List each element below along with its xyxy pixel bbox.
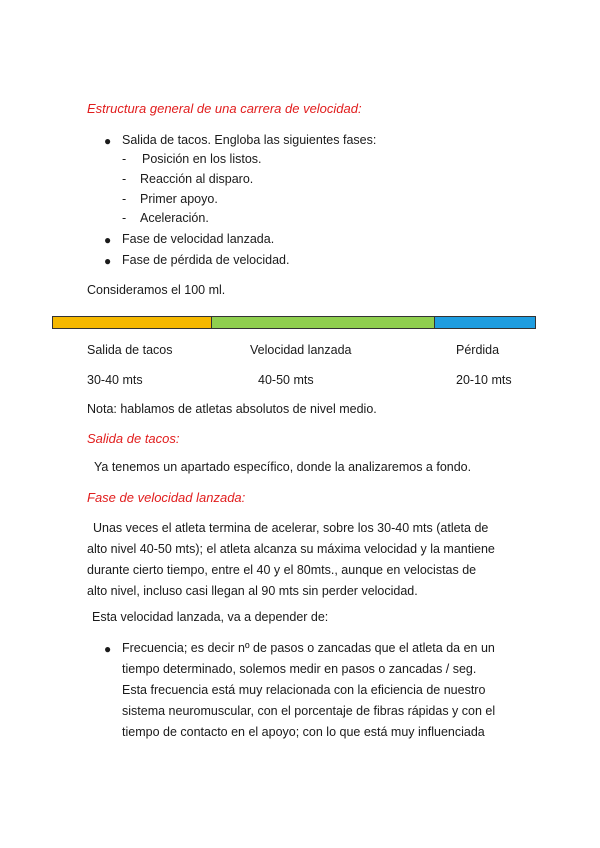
note-text: Nota: hablamos de atletas absolutos de nivel medio. (87, 402, 377, 416)
distance-perdida: 20-10 mts (456, 373, 512, 387)
paragraph-line: alto nivel 40-50 mts); el atleta alcanza su máxima velocidad y la mantiene (87, 542, 495, 556)
race-phase-bar (52, 316, 536, 329)
dash-icon: - (122, 152, 127, 166)
section-title: Estructura general de una carrera de velocidad: (87, 101, 362, 116)
frecuencia-paragraph (122, 638, 522, 743)
bar-segment-lanzada (211, 317, 434, 328)
lanzada-paragraph (87, 518, 527, 602)
dash-icon: - (122, 172, 127, 186)
subphase-item: Reacción al disparo. (140, 172, 254, 186)
consider-text: Consideramos el 100 ml. (87, 283, 226, 297)
paragraph-line: alto nivel, incluso casi llegan al 90 mts sin perder velocidad. (87, 584, 418, 598)
paragraph-line: tiempo determinado, solemos medir en pasos o zancadas / seg. (122, 662, 477, 676)
bullet-icon: ● (104, 254, 112, 268)
dash-icon: - (122, 192, 127, 206)
depends-text: Esta velocidad lanzada, va a depender de: (92, 610, 329, 624)
subphase-item: Posición en los listos. (142, 152, 262, 166)
dash-icon: - (122, 211, 127, 225)
salida-heading: Salida de tacos: (87, 431, 180, 446)
bar-segment-perdida (434, 317, 535, 328)
phase-item-perdida: Fase de pérdida de velocidad. (122, 253, 290, 267)
bar-segment-salida (53, 317, 211, 328)
bar-label-salida: Salida de tacos (87, 343, 173, 357)
paragraph-line: sistema neuromuscular, con el porcentaje de fibras rápidas y con el (122, 704, 496, 718)
paragraph-line: Esta frecuencia está muy relacionada con la eficiencia de nuestro (122, 683, 486, 697)
bar-label-perdida: Pérdida (456, 343, 500, 357)
paragraph-line: Frecuencia; es decir nº de pasos o zancadas que el atleta da en un (122, 641, 495, 655)
bar-label-lanzada: Velocidad lanzada (250, 343, 352, 357)
distance-lanzada: 40-50 mts (258, 373, 314, 387)
lanzada-heading: Fase de velocidad lanzada: (87, 490, 246, 505)
subphase-item: Primer apoyo. (140, 192, 218, 206)
phase-item-lanzada: Fase de velocidad lanzada. (122, 232, 275, 246)
paragraph-line: Unas veces el atleta termina de acelerar, sobre los 30-40 mts (atleta de (93, 521, 489, 535)
bullet-icon: ● (104, 233, 112, 247)
paragraph-line: tiempo de contacto en el apoyo; con lo que está muy influenciada (122, 725, 485, 739)
distance-salida: 30-40 mts (87, 373, 143, 387)
paragraph-line: durante cierto tiempo, entre el 40 y el 80mts., aunque en velocistas de (87, 563, 477, 577)
bullet-icon: ● (104, 642, 112, 656)
salida-text: Ya tenemos un apartado específico, donde la analizaremos a fondo. (94, 460, 472, 474)
bullet-icon: ● (104, 134, 112, 148)
subphase-item: Aceleración. (140, 211, 209, 225)
phase-item-salida: Salida de tacos. Engloba las siguientes fases: (122, 133, 377, 147)
